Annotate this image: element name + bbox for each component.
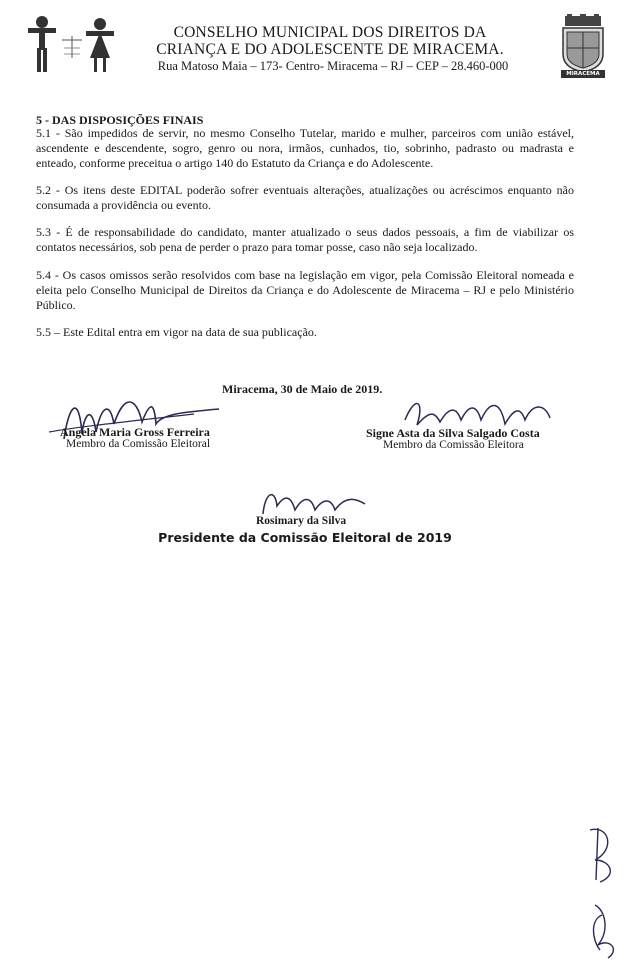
right-signer-name: Signe Asta da Silva Salgado Costa (366, 426, 540, 440)
org-address: Rua Matoso Maia – 173- Centro- Miracema – RJ – CEP – 28.460-000 (157, 59, 509, 73)
president-name: Rosimary da Silva (256, 515, 347, 527)
paragraph-5-1: 5.1 - São impedidos de servir, no mesmo Conselho Tutelar, marido e mulher, parceiros com união estável, ascendente e descendente, sogro, genro ou nora, irmãos, cunhados, tio, sobrinho, padrasto ou madrasta e enteado, conforme preceitua o artigo 140 do Estatuto da Criança e do Adolescente. (36, 126, 574, 170)
org-title-line1: CONSELHO MUNICIPAL DOS DIREITOS DA (173, 24, 487, 41)
section-title: 5 - DAS DISPOSIÇÕES FINAIS (36, 113, 204, 127)
left-signer-name: Angela Maria Gross Ferreira (60, 425, 210, 439)
crest-banner-text: MIRACEMA (566, 71, 600, 77)
council-logo (22, 14, 122, 74)
paragraph-5-2: 5.2 - Os itens deste EDITAL poderão sofrer eventuais alterações, atualizações ou acréscimos enquanto não consumada a providência ou evento. (36, 183, 574, 212)
president-title: Presidente da Comissão Eleitoral de 2019 (158, 530, 452, 545)
right-signer-role: Membro da Comissão Eleitora (383, 439, 524, 451)
paragraph-5-3: 5.3 - É de responsabilidade do candidato, manter atualizado o seus dados pessoais, a fim de viabilizar os contatos necessários, sob pena de perder o prazo para tomar posse, caso não seja localizado. (36, 225, 574, 254)
paragraph-5-4: 5.4 - Os casos omissos serão resolvidos com base na legislação em vigor, pela Comissão Eleitoral nomeada e eleita pelo Conselho Municipal de Direitos da Criança e do Adolescente de Miracema – RJ e pelo Ministério Público. (36, 268, 574, 312)
paragraph-5-5: 5.5 – Este Edital entra em vigor na data de sua publicação. (36, 325, 317, 339)
date-line: Miracema, 30 de Maio de 2019. (222, 382, 383, 396)
org-title-line2: CRIANÇA E DO ADOLESCENTE DE MIRACEMA. (156, 41, 504, 58)
margin-initials (580, 820, 630, 960)
left-signer-role: Membro da Comissão Eleitoral (66, 438, 211, 450)
